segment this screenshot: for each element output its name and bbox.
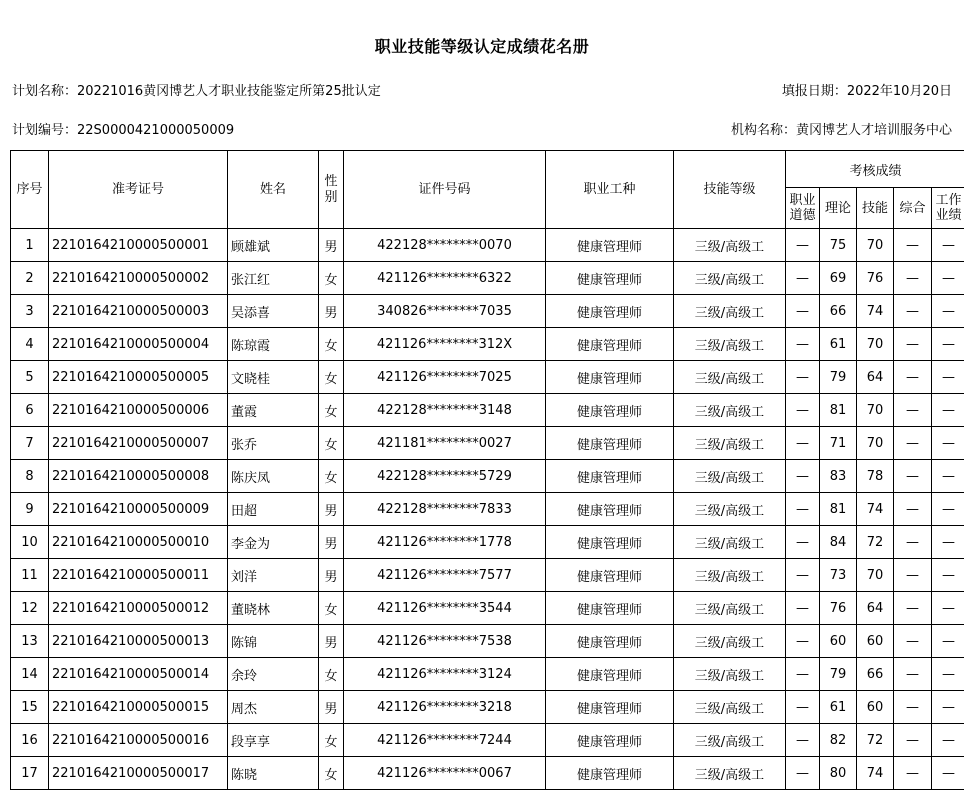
cell-occupation: 健康管理师 [546, 262, 674, 295]
header-gender: 性别 [319, 151, 344, 229]
cell-exam-id: 2210164210000500014 [49, 658, 228, 691]
cell-cert-no: 422128********0070 [344, 229, 546, 262]
cell-cert-no: 421126********7244 [344, 724, 546, 757]
table-row [11, 493, 964, 526]
cell-theory: 73 [820, 559, 857, 592]
cell-level: 三级/高级工 [674, 493, 786, 526]
cell-exam-id: 2210164210000500004 [49, 328, 228, 361]
cell-skill: 74 [857, 757, 894, 790]
cell-name: 张江红 [228, 262, 319, 295]
table-row [11, 526, 964, 559]
cell-theory: 61 [820, 328, 857, 361]
cell-comprehensive: — [894, 229, 932, 262]
cell-seq: 15 [11, 691, 49, 724]
cell-work: — [932, 493, 964, 526]
cell-level: 三级/高级工 [674, 427, 786, 460]
cell-skill: 70 [857, 427, 894, 460]
cell-occupation: 健康管理师 [546, 229, 674, 262]
cell-name: 文晓桂 [228, 361, 319, 394]
cell-comprehensive: — [894, 625, 932, 658]
cell-gender: 男 [319, 493, 344, 526]
cell-theory: 75 [820, 229, 857, 262]
cell-seq: 6 [11, 394, 49, 427]
cell-exam-id: 2210164210000500009 [49, 493, 228, 526]
cell-gender: 男 [319, 526, 344, 559]
cell-work: — [932, 559, 964, 592]
cell-theory: 81 [820, 394, 857, 427]
header-name: 姓名 [228, 151, 319, 229]
cell-exam-id: 2210164210000500002 [49, 262, 228, 295]
header-level: 技能等级 [674, 151, 786, 229]
cell-name: 陈琼霞 [228, 328, 319, 361]
cell-work: — [932, 757, 964, 790]
cell-name: 段享享 [228, 724, 319, 757]
cell-work: — [932, 295, 964, 328]
cell-gender: 男 [319, 229, 344, 262]
cell-ethics: — [786, 625, 820, 658]
cell-theory: 71 [820, 427, 857, 460]
cell-theory: 69 [820, 262, 857, 295]
cell-gender: 女 [319, 427, 344, 460]
cell-level: 三级/高级工 [674, 361, 786, 394]
cell-ethics: — [786, 658, 820, 691]
cell-exam-id: 2210164210000500017 [49, 757, 228, 790]
cell-level: 三级/高级工 [674, 691, 786, 724]
table-row [11, 394, 964, 427]
cell-gender: 女 [319, 361, 344, 394]
cell-occupation: 健康管理师 [546, 625, 674, 658]
cell-level: 三级/高级工 [674, 658, 786, 691]
cell-exam-id: 2210164210000500008 [49, 460, 228, 493]
header-ethics: 职业道德 [786, 188, 820, 229]
cell-gender: 女 [319, 724, 344, 757]
header-skill: 技能 [857, 188, 894, 229]
header-seq: 序号 [11, 151, 49, 229]
table-row [11, 691, 964, 724]
cell-occupation: 健康管理师 [546, 460, 674, 493]
header-occupation: 职业工种 [546, 151, 674, 229]
cell-name: 张乔 [228, 427, 319, 460]
cell-name: 李金为 [228, 526, 319, 559]
cell-theory: 66 [820, 295, 857, 328]
cell-seq: 2 [11, 262, 49, 295]
cell-name: 刘洋 [228, 559, 319, 592]
cell-name: 顾雄斌 [228, 229, 319, 262]
cell-comprehensive: — [894, 658, 932, 691]
cell-theory: 79 [820, 658, 857, 691]
organization-name: 机构名称：黄冈博艺人才培训服务中心 [730, 123, 952, 138]
cell-comprehensive: — [894, 559, 932, 592]
cell-occupation: 健康管理师 [546, 592, 674, 625]
cell-name: 董晓林 [228, 592, 319, 625]
cell-seq: 13 [11, 625, 49, 658]
cell-work: — [932, 724, 964, 757]
cell-occupation: 健康管理师 [546, 757, 674, 790]
cell-level: 三级/高级工 [674, 262, 786, 295]
cell-gender: 女 [319, 262, 344, 295]
cell-seq: 14 [11, 658, 49, 691]
cell-work: — [932, 691, 964, 724]
cell-exam-id: 2210164210000500015 [49, 691, 228, 724]
cell-level: 三级/高级工 [674, 757, 786, 790]
table-row [11, 592, 964, 625]
cell-gender: 男 [319, 691, 344, 724]
cell-skill: 70 [857, 559, 894, 592]
cell-ethics: — [786, 328, 820, 361]
cell-gender: 女 [319, 658, 344, 691]
cell-name: 陈庆凤 [228, 460, 319, 493]
roster-body [11, 229, 964, 790]
cell-ethics: — [786, 295, 820, 328]
cell-level: 三级/高级工 [674, 625, 786, 658]
cell-cert-no: 421126********3544 [344, 592, 546, 625]
cell-occupation: 健康管理师 [546, 691, 674, 724]
cell-level: 三级/高级工 [674, 295, 786, 328]
cell-exam-id: 2210164210000500012 [49, 592, 228, 625]
cell-skill: 72 [857, 724, 894, 757]
header-comprehensive: 综合 [894, 188, 932, 229]
cell-work: — [932, 229, 964, 262]
cell-name: 余玲 [228, 658, 319, 691]
cell-cert-no: 340826********7035 [344, 295, 546, 328]
cell-seq: 12 [11, 592, 49, 625]
cell-level: 三级/高级工 [674, 229, 786, 262]
cell-ethics: — [786, 460, 820, 493]
cell-skill: 76 [857, 262, 894, 295]
cell-comprehensive: — [894, 394, 932, 427]
cell-level: 三级/高级工 [674, 526, 786, 559]
header-scores: 考核成绩 [786, 151, 964, 188]
cell-ethics: — [786, 427, 820, 460]
cell-level: 三级/高级工 [674, 460, 786, 493]
cell-name: 吴添喜 [228, 295, 319, 328]
cell-theory: 79 [820, 361, 857, 394]
cell-ethics: — [786, 724, 820, 757]
cell-work: — [932, 526, 964, 559]
cell-level: 三级/高级工 [674, 394, 786, 427]
cell-skill: 64 [857, 592, 894, 625]
cell-comprehensive: — [894, 526, 932, 559]
score-roster-table [10, 150, 964, 790]
cell-skill: 74 [857, 493, 894, 526]
table-row [11, 262, 964, 295]
cell-ethics: — [786, 757, 820, 790]
cell-level: 三级/高级工 [674, 592, 786, 625]
cell-gender: 女 [319, 328, 344, 361]
cell-seq: 17 [11, 757, 49, 790]
cell-exam-id: 2210164210000500016 [49, 724, 228, 757]
cell-level: 三级/高级工 [674, 724, 786, 757]
table-row [11, 460, 964, 493]
cell-skill: 66 [857, 658, 894, 691]
cell-seq: 5 [11, 361, 49, 394]
cell-ethics: — [786, 526, 820, 559]
cell-skill: 78 [857, 460, 894, 493]
cell-skill: 64 [857, 361, 894, 394]
cell-exam-id: 2210164210000500005 [49, 361, 228, 394]
cell-ethics: — [786, 262, 820, 295]
header-cert-no: 证件号码 [344, 151, 546, 229]
cell-gender: 女 [319, 757, 344, 790]
cell-gender: 女 [319, 592, 344, 625]
cell-seq: 1 [11, 229, 49, 262]
cell-skill: 70 [857, 328, 894, 361]
table-row [11, 625, 964, 658]
cell-occupation: 健康管理师 [546, 493, 674, 526]
header-theory: 理论 [820, 188, 857, 229]
cell-cert-no: 421126********3124 [344, 658, 546, 691]
cell-gender: 女 [319, 460, 344, 493]
cell-ethics: — [786, 229, 820, 262]
table-row [11, 229, 964, 262]
cell-exam-id: 2210164210000500006 [49, 394, 228, 427]
cell-skill: 60 [857, 625, 894, 658]
cell-seq: 16 [11, 724, 49, 757]
cell-work: — [932, 328, 964, 361]
cell-theory: 84 [820, 526, 857, 559]
cell-gender: 男 [319, 559, 344, 592]
cell-comprehensive: — [894, 691, 932, 724]
cell-skill: 60 [857, 691, 894, 724]
cell-gender: 女 [319, 394, 344, 427]
cell-skill: 70 [857, 394, 894, 427]
cell-seq: 4 [11, 328, 49, 361]
cell-skill: 70 [857, 229, 894, 262]
cell-occupation: 健康管理师 [546, 361, 674, 394]
cell-gender: 男 [319, 625, 344, 658]
cell-cert-no: 422128********3148 [344, 394, 546, 427]
cell-cert-no: 421126********7025 [344, 361, 546, 394]
cell-name: 周杰 [228, 691, 319, 724]
header-exam-id: 准考证号 [49, 151, 228, 229]
cell-ethics: — [786, 493, 820, 526]
cell-cert-no: 421181********0027 [344, 427, 546, 460]
cell-cert-no: 421126********6322 [344, 262, 546, 295]
cell-comprehensive: — [894, 295, 932, 328]
cell-level: 三级/高级工 [674, 559, 786, 592]
report-date: 填报日期：2022年10月20日 [781, 84, 952, 99]
table-row [11, 559, 964, 592]
cell-occupation: 健康管理师 [546, 328, 674, 361]
cell-gender: 男 [319, 295, 344, 328]
cell-cert-no: 422128********5729 [344, 460, 546, 493]
cell-name: 陈晓 [228, 757, 319, 790]
cell-seq: 8 [11, 460, 49, 493]
plan-number: 计划编号：22S0000421000050009 [12, 123, 235, 138]
cell-work: — [932, 460, 964, 493]
cell-cert-no: 421126********7577 [344, 559, 546, 592]
cell-work: — [932, 361, 964, 394]
cell-exam-id: 2210164210000500011 [49, 559, 228, 592]
cell-seq: 7 [11, 427, 49, 460]
cell-comprehensive: — [894, 361, 932, 394]
cell-cert-no: 421126********1778 [344, 526, 546, 559]
table-row [11, 658, 964, 691]
cell-comprehensive: — [894, 724, 932, 757]
cell-comprehensive: — [894, 493, 932, 526]
cell-cert-no: 421126********3218 [344, 691, 546, 724]
cell-ethics: — [786, 559, 820, 592]
cell-cert-no: 421126********312X [344, 328, 546, 361]
cell-level: 三级/高级工 [674, 328, 786, 361]
cell-ethics: — [786, 394, 820, 427]
page-title: 职业技能等级认定成绩花名册 [374, 37, 590, 56]
cell-comprehensive: — [894, 592, 932, 625]
cell-comprehensive: — [894, 757, 932, 790]
cell-skill: 74 [857, 295, 894, 328]
cell-cert-no: 421126********0067 [344, 757, 546, 790]
cell-theory: 60 [820, 625, 857, 658]
cell-work: — [932, 625, 964, 658]
cell-occupation: 健康管理师 [546, 394, 674, 427]
cell-exam-id: 2210164210000500003 [49, 295, 228, 328]
cell-occupation: 健康管理师 [546, 427, 674, 460]
cell-exam-id: 2210164210000500013 [49, 625, 228, 658]
header-work: 工作业绩 [932, 188, 964, 229]
cell-work: — [932, 592, 964, 625]
cell-occupation: 健康管理师 [546, 526, 674, 559]
cell-theory: 82 [820, 724, 857, 757]
cell-work: — [932, 262, 964, 295]
cell-work: — [932, 658, 964, 691]
cell-theory: 76 [820, 592, 857, 625]
table-row [11, 724, 964, 757]
cell-comprehensive: — [894, 460, 932, 493]
table-row [11, 757, 964, 790]
cell-cert-no: 422128********7833 [344, 493, 546, 526]
cell-work: — [932, 394, 964, 427]
cell-theory: 80 [820, 757, 857, 790]
cell-ethics: — [786, 361, 820, 394]
table-row [11, 328, 964, 361]
cell-exam-id: 2210164210000500001 [49, 229, 228, 262]
cell-seq: 9 [11, 493, 49, 526]
cell-name: 田超 [228, 493, 319, 526]
cell-comprehensive: — [894, 262, 932, 295]
cell-skill: 72 [857, 526, 894, 559]
cell-seq: 11 [11, 559, 49, 592]
cell-theory: 83 [820, 460, 857, 493]
cell-exam-id: 2210164210000500007 [49, 427, 228, 460]
cell-ethics: — [786, 592, 820, 625]
cell-name: 陈锦 [228, 625, 319, 658]
cell-exam-id: 2210164210000500010 [49, 526, 228, 559]
cell-seq: 10 [11, 526, 49, 559]
cell-cert-no: 421126********7538 [344, 625, 546, 658]
cell-work: — [932, 427, 964, 460]
table-row [11, 295, 964, 328]
cell-ethics: — [786, 691, 820, 724]
cell-occupation: 健康管理师 [546, 295, 674, 328]
table-row [11, 427, 964, 460]
cell-occupation: 健康管理师 [546, 559, 674, 592]
table-row [11, 361, 964, 394]
cell-name: 董霞 [228, 394, 319, 427]
cell-theory: 61 [820, 691, 857, 724]
cell-occupation: 健康管理师 [546, 658, 674, 691]
cell-comprehensive: — [894, 427, 932, 460]
plan-name: 计划名称：20221016黄冈博艺人才职业技能鉴定所第25批认定 [12, 84, 381, 99]
cell-comprehensive: — [894, 328, 932, 361]
cell-theory: 81 [820, 493, 857, 526]
cell-occupation: 健康管理师 [546, 724, 674, 757]
cell-seq: 3 [11, 295, 49, 328]
